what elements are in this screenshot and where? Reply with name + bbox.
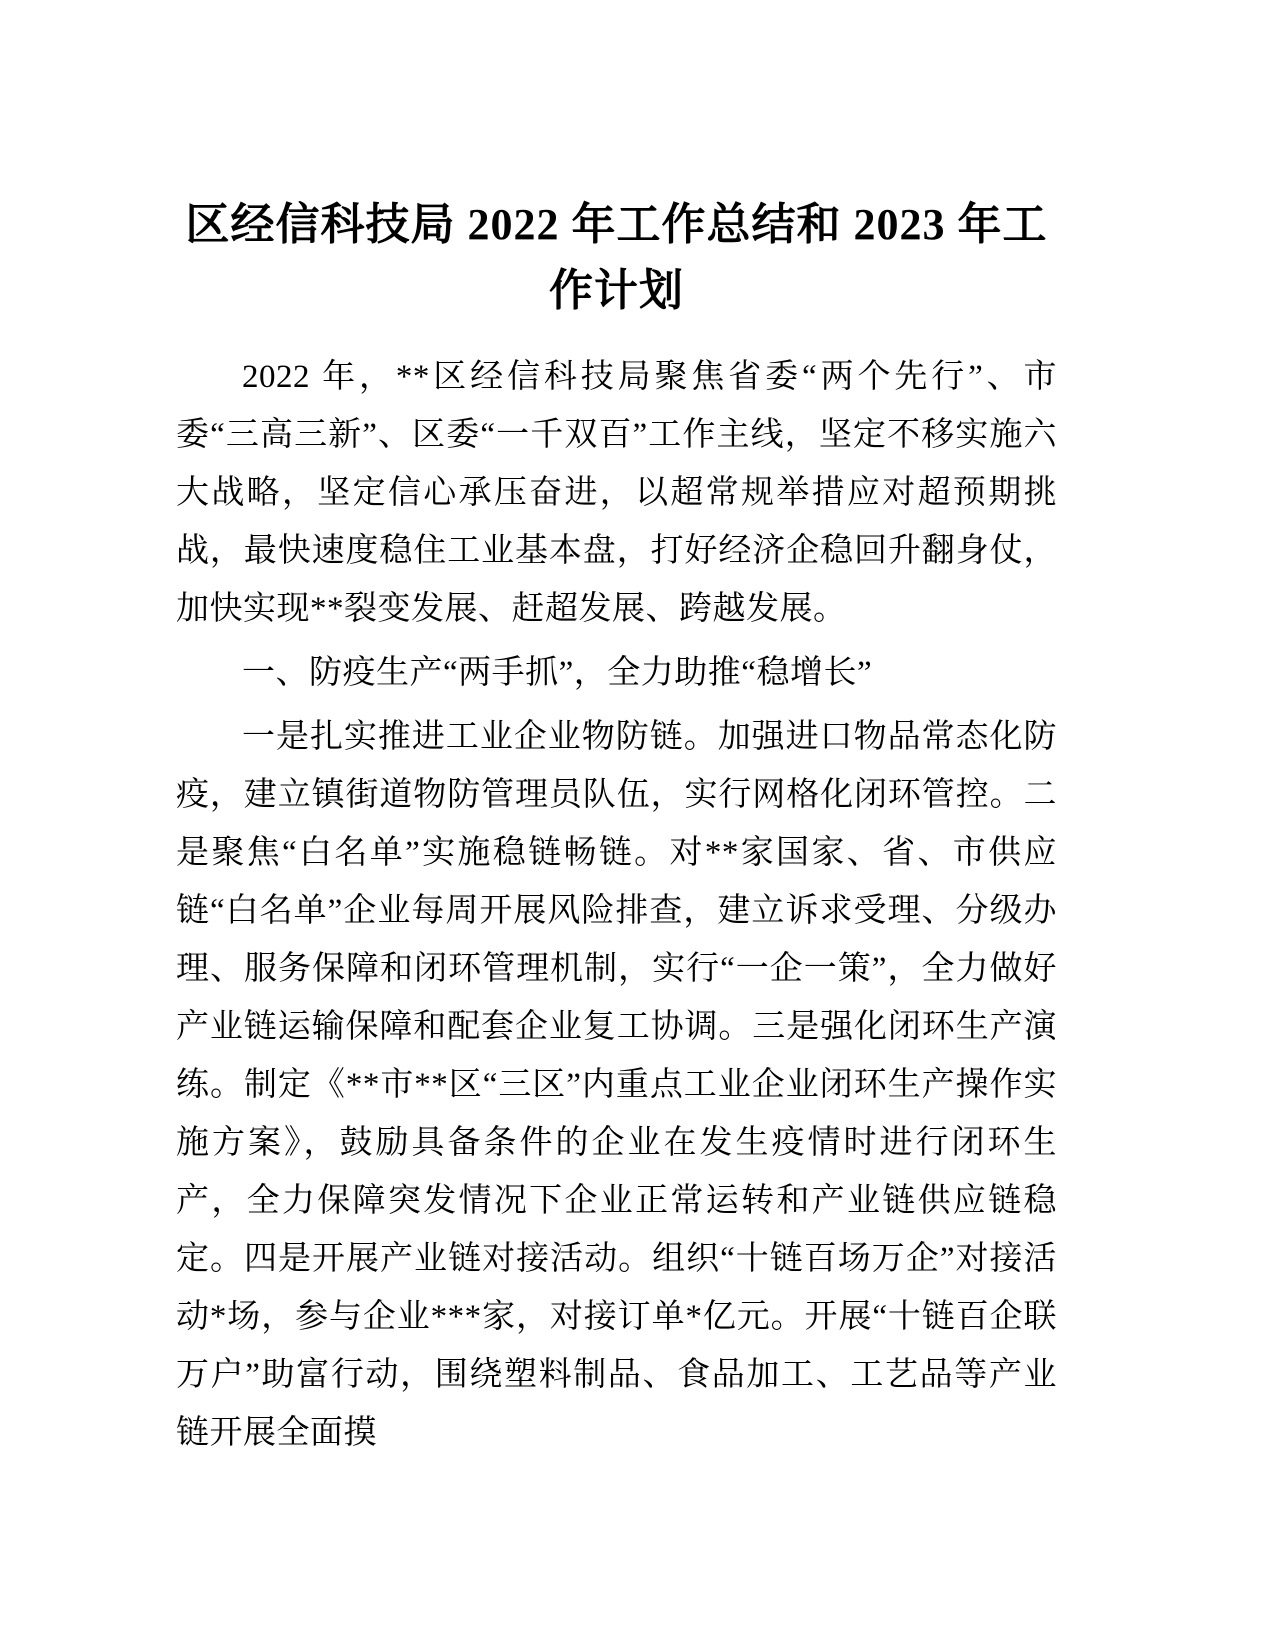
intro-paragraph: 2022 年，**区经信科技局聚焦省委“两个先行”、市委“三高三新”、区委“一千双百”工作主线，坚定不移实施六大战略，坚定信心承压奋进，以超常规举措应对超预期挑战，最快速度稳住工业基本盘，打好经济企稳回升翻身仗，加快实现**裂变发展、赶超发展、跨越发展。 [176, 359, 1057, 627]
document-title: 区经信科技局 2022 年工作总结和 2023 年工作计划 [185, 200, 1048, 315]
body-paragraph-1: 一是扎实推进工业企业物防链。加强进口物品常态化防疫，建立镇街道物防管理员队伍，实行网格化闭环管控。二是聚焦“白名单”实施稳链畅链。对**家国家、省、市供应链“白名单”企业每周开展风险排查，建立诉求受理、分级办理、服务保障和闭环管理机制，实行“一企一策”，全力做好产业链运输保障和配套企业复工协调。三是强化闭环生产演练。制定《**市**区“三区”内重点工业企业闭环生产操作实施方案》，鼓励具备条件的企业在发生疫情时进行闭环生产，全力保障突发情况下企业正常运转和产业链供应链稳定。四是开展产业链对接活动。组织“十链百场万企”对接活动*场，参与企业***家，对接订单*亿元。开展“十链百企联万户”助富行动，围绕塑料制品、食品加工、工艺品等产业链开展全面摸 [176, 719, 1057, 1451]
section-heading-1: 一、防疫生产“两手抓”，全力助推“稳增长” [242, 655, 873, 691]
